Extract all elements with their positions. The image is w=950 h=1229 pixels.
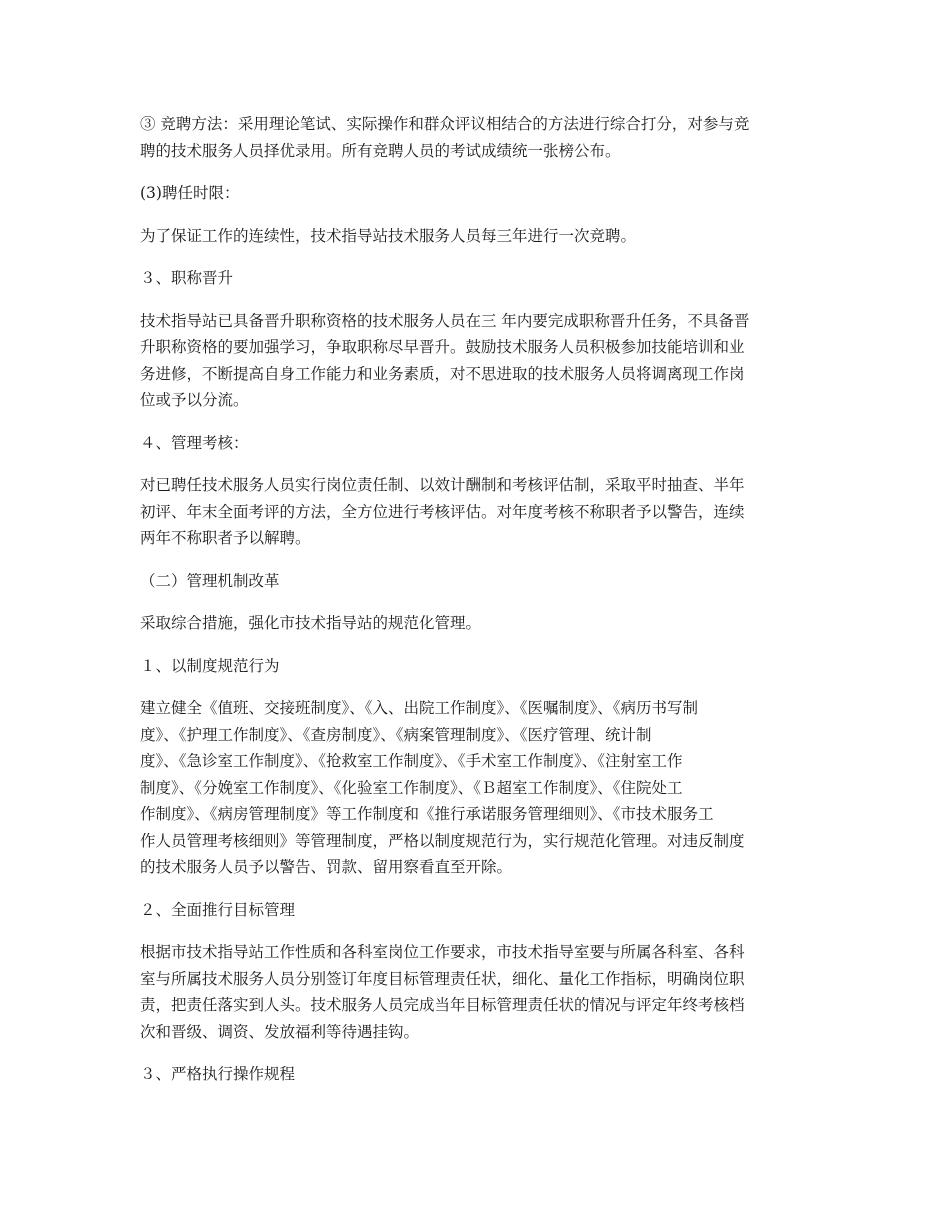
paragraph-line: 采取综合措施，强化市技术指导站的规范化管理。 [140,614,482,632]
paragraph [140,472,810,552]
section-heading: （二）管理机制改革 [140,571,280,590]
paragraph-line: 初评、年末全面考评的方法，全方位进行考核评估。对年度考核不称职者予以警告，连续 [140,502,745,521]
paragraph [140,308,810,414]
paragraph-line: 制度》、《分娩室工作制度》、《化验室工作制度》、《Ｂ超室工作制度》、《住院处工 [140,778,683,797]
paragraph-line: 务进修，不断提高自身工作能力和业务素质，对不思进取的技术服务人员将调离现工作岗 [140,364,745,383]
paragraph-line: 室与所属技术服务人员分别签订年度目标管理责任状，细化、量化工作指标，明确岗位职 [140,969,745,988]
paragraph [140,610,810,637]
paragraph-line: 技术指导站已具备晋升职称资格的技术服务人员在三 年内要完成职称晋升任务，不具备晋 [140,311,750,330]
section-heading: ３、职称晋升 [140,269,234,287]
paragraph-line: 度》、《护理工作制度》、《查房制度》、《病案管理制度》、《医疗管理、统计制 [140,725,652,744]
section-heading: ４、管理考核： [140,433,249,452]
paragraph-line: 责，把责任落实到人头。技术服务人员完成当年目标管理责任状的情况与评定年终考核档 [140,996,745,1014]
paragraph-line: 升职称资格的要加强学习，争取职称尽早晋升。鼓励技术服务人员积极参加技能培训和业 [140,338,745,356]
paragraph [140,939,810,1045]
paragraph-line: 度》、《急诊室工作制度》、《抢救室工作制度》、《手术室工作制度》、《注射室工作 [140,752,683,770]
paragraph-line: 次和晋级、调资、发放福利等待遇挂钩。 [140,1022,420,1041]
paragraph-line: 对已聘任技术服务人员实行岗位责任制、以效计酬制和考核评估制，采取平时抽查、半年 [140,476,745,494]
paragraph-line: 根据市技术指导站工作性质和各科室岗位工作要求，市技术指导室要与所属各科室、各科 [140,943,745,961]
paragraph-line: 建立健全《值班、交接班制度》、《入、出院工作制度》、《医嘱制度》、《病历书写制 [140,699,699,717]
paragraph [140,111,810,164]
paragraph-line: 位或予以分流。 [140,391,249,409]
section-heading: (3)聘任时限： [140,184,240,202]
document-page [140,111,810,1104]
paragraph [140,223,810,250]
paragraph-line: 的技术服务人员予以警告、罚款、留用察看直至开除。 [140,858,513,876]
paragraph-line: 作制度》、《病房管理制度》等工作制度和《推行承诺服务管理细则》、《市技术服务工 [140,805,714,823]
section-heading: １、以制度规范行为 [140,656,280,675]
paragraph [140,695,810,881]
paragraph-line: 聘的技术服务人员择优录用。所有竞聘人员的考试成绩统一张榜公布。 [140,141,621,160]
paragraph-line: 两年不称职者予以解聘。 [140,529,311,547]
paragraph-line: ③ 竞聘方法：采用理论笔试、实际操作和群众评议相结合的方法进行综合打分，对参与竞 [140,115,750,133]
paragraph-line: 为了保证工作的连续性，技术指导站技术服务人员每三年进行一次竞聘。 [140,226,637,245]
paragraph-line: 作人员管理考核细则》等管理制度，严格以制度规范行为，实行规范化管理。对违反制度 [140,831,745,850]
section-heading: ２、全面推行目标管理 [140,900,296,919]
section-heading: ３、严格执行操作规程 [140,1065,296,1083]
